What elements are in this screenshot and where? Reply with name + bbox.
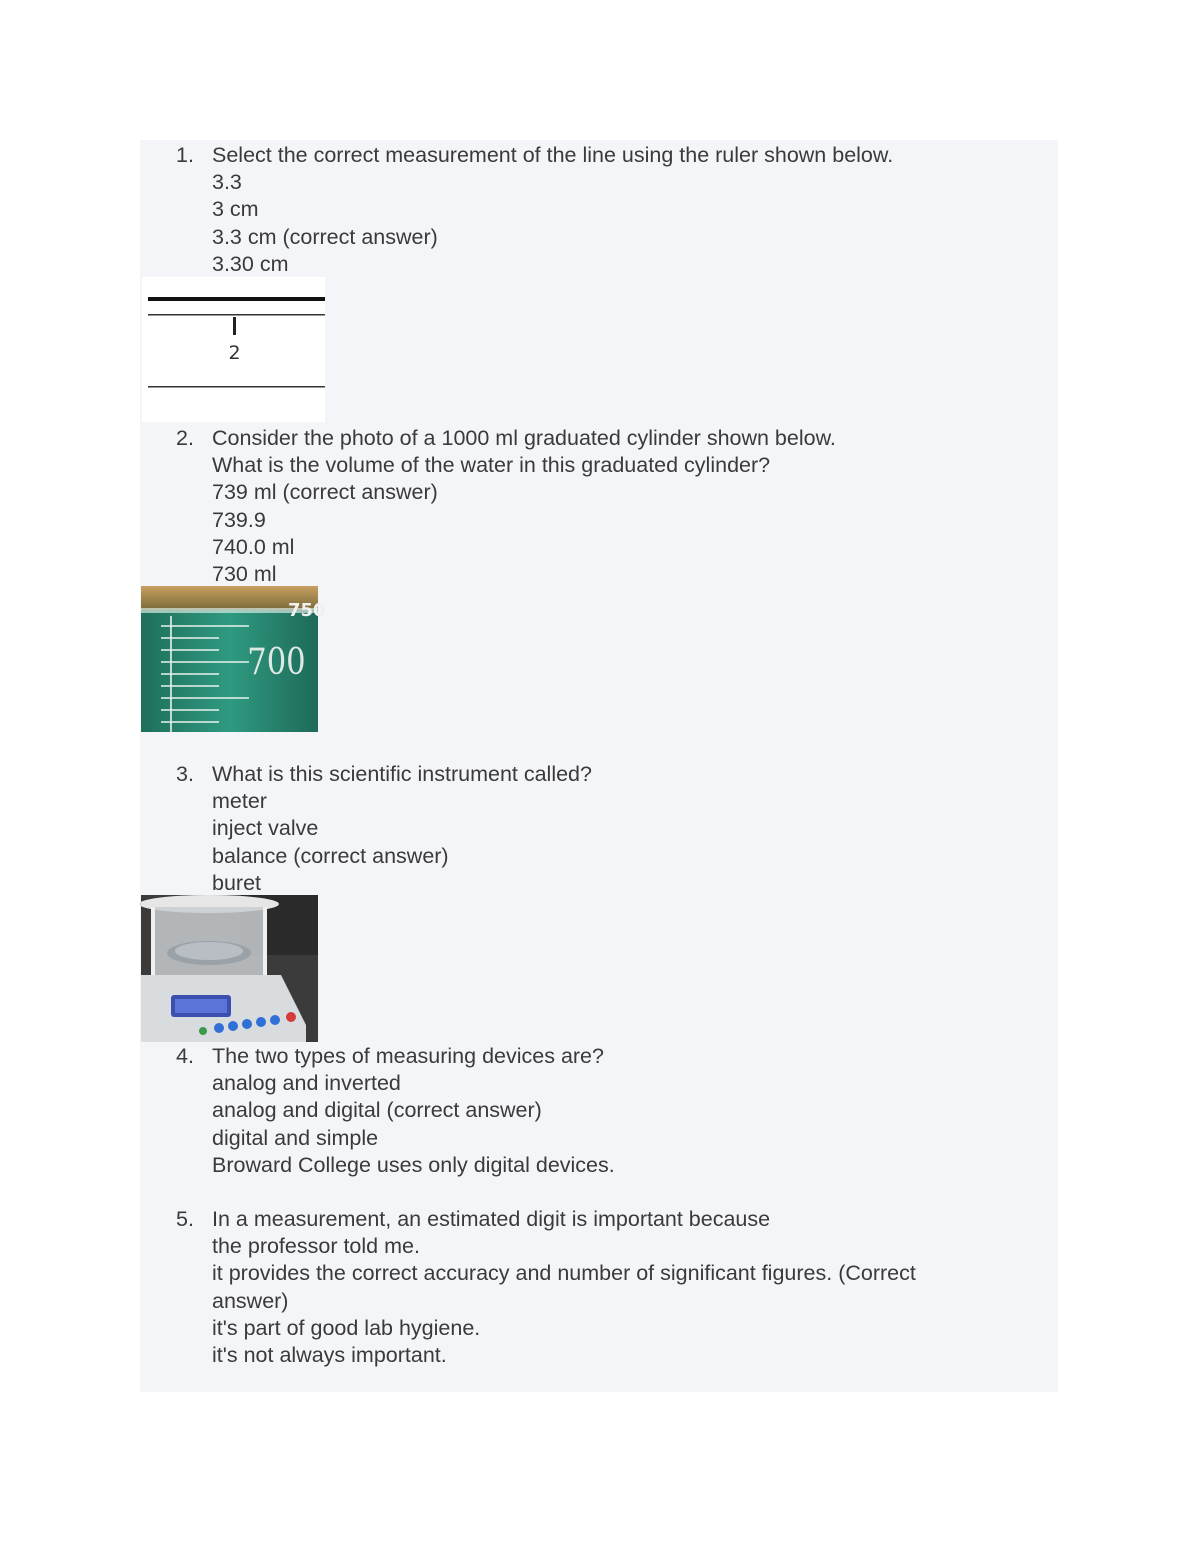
answer-option: inject valve (212, 816, 319, 841)
answer-option: 739 ml (correct answer) (212, 480, 438, 505)
answer-option: balance (correct answer) (212, 843, 449, 868)
cylinder-graphic (141, 586, 326, 732)
question-number: 3. (176, 762, 194, 786)
answer-option: it's not always important. (212, 1343, 447, 1368)
answer-option: 3.3 cm (correct answer) (212, 224, 438, 249)
balance-graphic (141, 895, 318, 1042)
answer-option: 3 cm (212, 197, 259, 222)
answer-option: buret (212, 870, 262, 895)
answer-option: digital and simple (212, 1125, 379, 1150)
ruler-graphic (142, 277, 325, 422)
question-prompt: What is this scientific instrument called? (212, 762, 592, 786)
answer-option: 740.0 ml (212, 534, 295, 559)
question-4 (176, 1043, 1036, 1179)
question-1 (176, 142, 1036, 278)
graduated-cylinder-photo (141, 586, 326, 732)
question-number: 1. (176, 143, 194, 167)
answer-option: meter (212, 789, 267, 814)
answer-option: 739.9 (212, 507, 266, 532)
question-prompt: In a measurement, an estimated digit is important because (212, 1207, 771, 1231)
question-number: 2. (176, 426, 194, 450)
answer-option: it provides the correct accuracy and number of significant figures. (Correct answer) (212, 1261, 916, 1313)
cylinder-mark-700: 700 (247, 640, 306, 683)
answer-option: analog and inverted (212, 1071, 401, 1096)
question-number: 4. (176, 1044, 194, 1068)
question-number: 5. (176, 1207, 194, 1231)
answer-option: analog and digital (correct answer) (212, 1098, 542, 1123)
answer-option: 3.3 (212, 170, 242, 195)
question-prompt: The two types of measuring devices are? (212, 1044, 604, 1068)
ruler-tick-label: 2 (228, 342, 241, 364)
question-5 (176, 1206, 1036, 1369)
answer-option: Broward College uses only digital devices. (212, 1152, 615, 1177)
question-3 (176, 761, 1036, 897)
cylinder-mark-750: 750 (288, 600, 326, 621)
question-prompt: Select the correct measurement of the line using the ruler shown below. (212, 143, 894, 167)
answer-option: 3.30 cm (212, 251, 289, 276)
question-2 (176, 425, 1036, 588)
answer-option: it's part of good lab hygiene. (212, 1315, 481, 1340)
answer-option: the professor told me. (212, 1234, 420, 1259)
answer-option: 730 ml (212, 562, 277, 587)
balance-photo (141, 895, 318, 1042)
ruler-image (142, 277, 325, 422)
question-prompt: What is the volume of the water in this graduated cylinder? (212, 453, 771, 478)
question-prompt: Consider the photo of a 1000 ml graduated cylinder shown below. (212, 426, 836, 450)
